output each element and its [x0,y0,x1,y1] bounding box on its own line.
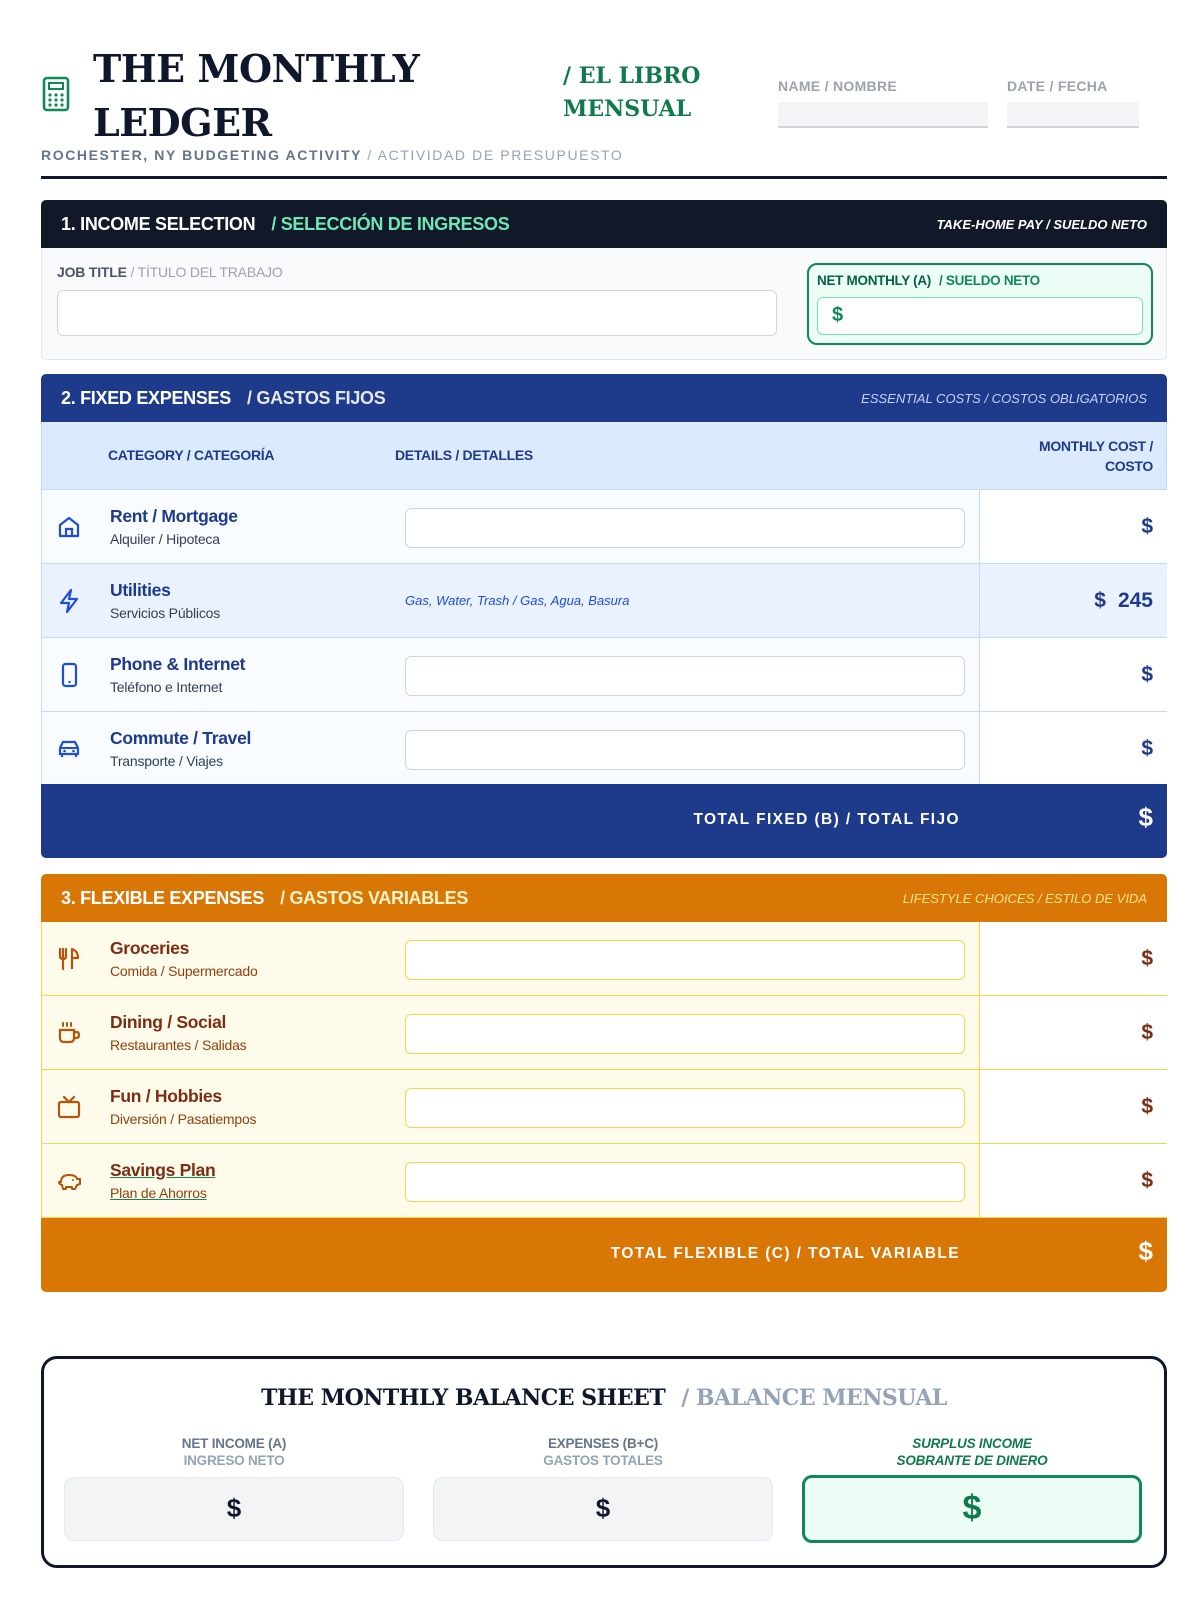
cost-column-header [1039,436,1153,476]
category-name-es: Alquiler / Hipoteca [110,531,220,547]
net-monthly-label-en: NET MONTHLY (A) [817,273,932,288]
commute-details-input[interactable] [405,730,965,770]
category-name: Utilities [110,580,171,600]
tv-icon [56,1094,82,1120]
job-title-input[interactable] [57,290,777,336]
job-title-label-en: JOB TITLE [57,264,127,280]
balance-expenses [433,1435,773,1541]
date-label: DATE / FECHA [1007,78,1108,94]
header-divider [41,176,1167,179]
currency-symbol: $ [1141,1095,1153,1118]
phone-details-input[interactable] [405,656,965,696]
savings-cost-input[interactable] [979,1144,1167,1217]
currency-symbol: $ [1141,1021,1153,1044]
expenses-label-en: EXPENSES (B+C) [547,1436,659,1451]
category-name-es: Plan de Ahorros [110,1185,207,1201]
category-name-es: Transporte / Viajes [110,753,223,769]
net-monthly-label-es: / SUELDO NETO [939,273,1040,288]
net-monthly-box [807,263,1153,345]
rent-details-input[interactable] [405,508,965,548]
name-input[interactable] [778,102,988,128]
flexible-row-savings [42,1144,1166,1218]
surplus-label-es: SOBRANTE DE DINERO [896,1453,1048,1468]
category-name-es: Diversión / Pasatiempos [110,1111,257,1127]
fixed-row-phone [42,638,1166,712]
commute-cost-input[interactable] [979,712,1167,785]
job-title-label-es: / TÍTULO DEL TRABAJO [130,264,283,280]
balance-net-income [64,1435,404,1541]
net-monthly-label [817,273,1040,288]
balance-title-es: / BALANCE MENSUAL [681,1385,947,1411]
category-name: Dining / Social [110,1012,227,1032]
balance-title [44,1385,1164,1411]
balance-surplus [802,1435,1142,1543]
utilities-details: Gas, Water, Trash / Gas, Agua, Basura [405,593,630,608]
category-name: Fun / Hobbies [110,1086,222,1106]
category-name-es: Restaurantes / Salidas [110,1037,247,1053]
balance-sheet [41,1356,1167,1568]
savings-details-input[interactable] [405,1162,965,1202]
surplus-input[interactable]: $ [802,1475,1142,1543]
net-income-label-en: NET INCOME (A) [181,1436,287,1451]
utilities-amount: 245 [1117,589,1153,612]
flexible-total-row [41,1218,1167,1292]
flexible-total-label: TOTAL FLEXIBLE (C) / TOTAL VARIABLE [610,1245,960,1262]
phone-cost-input[interactable] [979,638,1167,711]
flexible-row-fun [42,1070,1166,1144]
balance-title-en: THE MONTHLY BALANCE SHEET [261,1385,666,1411]
expenses-label [433,1435,773,1469]
car-icon [56,736,82,762]
flexible-title-es: / GASTOS VARIABLES [280,887,469,908]
lightning-icon [56,588,82,614]
dining-cost-input[interactable] [979,996,1167,1069]
fixed-row-rent [42,490,1166,564]
rent-cost-input[interactable] [979,490,1167,563]
fixed-total-row [41,784,1167,858]
category-name-es: Teléfono e Internet [110,679,223,695]
utensils-icon [56,946,82,972]
subtitle-en: ROCHESTER, NY BUDGETING ACTIVITY [41,147,362,163]
income-section-header [41,200,1167,248]
page-title: THE MONTHLY LEDGER [93,46,420,145]
fixed-section-header [41,374,1167,422]
fixed-title-es: / GASTOS FIJOS [246,387,386,408]
category-name: Savings Plan [110,1160,216,1180]
home-icon [56,514,82,540]
phone-icon [56,662,82,688]
date-input[interactable] [1007,102,1139,128]
fixed-total-value[interactable]: $ [1138,802,1153,832]
coffee-icon [56,1020,82,1046]
category-name: Phone & Internet [110,654,246,674]
ledger-page [41,0,1167,1527]
net-monthly-input[interactable]: $ [817,297,1143,335]
fixed-row-utilities [42,564,1166,638]
income-title-es: / SELECCIÓN DE INGRESOS [271,213,510,234]
category-name-es: Servicios Públicos [110,605,220,621]
cost-column-header-line1: MONTHLY COST / [1038,438,1153,454]
dining-details-input[interactable] [405,1014,965,1054]
fixed-note: ESSENTIAL COSTS / COSTOS OBLIGATORIOS [861,390,1147,406]
income-title: 1. INCOME SELECTION [61,213,256,234]
flexible-expenses-table [41,922,1167,1218]
category-column-header: CATEGORY / CATEGORÍA [108,447,275,463]
currency-symbol: $ [1094,589,1106,612]
fixed-expenses-table [41,422,1167,786]
surplus-label [802,1435,1142,1469]
fun-details-input[interactable] [405,1088,965,1128]
calculator-icon [41,76,71,112]
page-subtitle [41,147,623,163]
job-title-label [57,264,283,280]
cost-column-header-line2: COSTO [1104,458,1153,474]
category-name-es: Comida / Supermercado [110,963,258,979]
category-name: Groceries [110,938,190,958]
header [41,0,1167,180]
details-column-header: DETAILS / DETALLES [395,447,533,463]
net-income-label [64,1435,404,1469]
groceries-details-input[interactable] [405,940,965,980]
flexible-title: 3. FLEXIBLE EXPENSES [61,887,265,908]
subtitle-es: / ACTIVIDAD DE PRESUPUESTO [367,147,624,163]
flexible-row-groceries [42,922,1166,996]
fun-cost-input[interactable] [979,1070,1167,1143]
currency-symbol: $ [1141,515,1153,538]
expenses-input[interactable]: $ [433,1477,773,1541]
net-income-input[interactable]: $ [64,1477,404,1541]
groceries-cost-input[interactable] [979,922,1167,995]
fixed-table-header [42,422,1166,490]
page-title-spanish: / EL LIBRO MENSUAL [563,63,701,122]
category-name: Rent / Mortgage [110,506,238,526]
income-section-body [41,248,1167,360]
flexible-row-dining [42,996,1166,1070]
utilities-cost [979,564,1167,637]
flexible-note: LIFESTYLE CHOICES / ESTILO DE VIDA [902,890,1147,906]
piggy-bank-icon [56,1168,82,1194]
fixed-title: 2. FIXED EXPENSES [61,387,231,408]
expenses-label-es: GASTOS TOTALES [543,1453,663,1468]
net-income-label-es: INGRESO NETO [183,1453,285,1468]
category-name: Commute / Travel [110,728,252,748]
flexible-section-header [41,874,1167,922]
fixed-row-commute [42,712,1166,786]
currency-symbol: $ [1141,1169,1153,1192]
name-label: NAME / NOMBRE [778,78,898,94]
flexible-total-value[interactable]: $ [1138,1236,1153,1266]
currency-symbol: $ [1141,947,1153,970]
currency-symbol: $ [1141,737,1153,760]
currency-symbol: $ [1141,663,1153,686]
fixed-total-label: TOTAL FIXED (B) / TOTAL FIJO [693,811,960,828]
surplus-label-en: SURPLUS INCOME [912,1436,1032,1451]
income-note: TAKE-HOME PAY / SUELDO NETO [936,216,1147,232]
